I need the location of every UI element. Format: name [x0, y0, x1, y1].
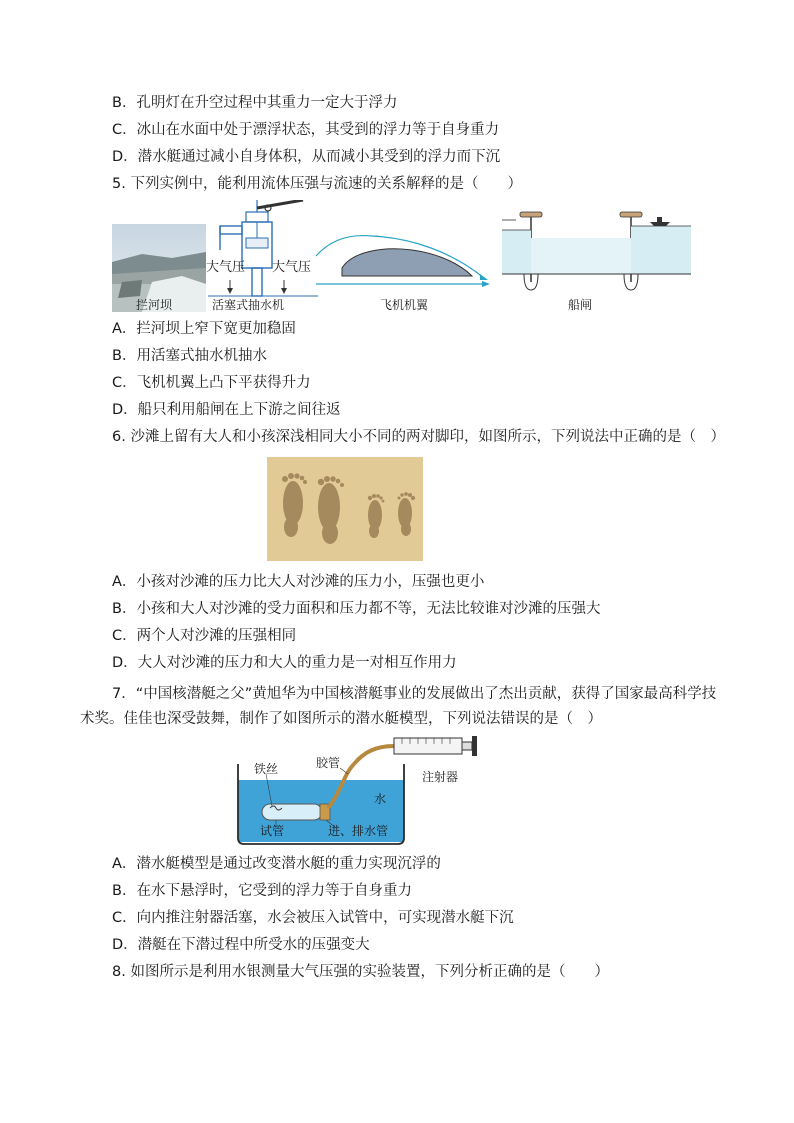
pipe-label: 进、排水管 [328, 824, 389, 838]
q7-option-b: B．在水下悬浮时，它受到的浮力等于自身重力 [112, 883, 412, 899]
q6-stem: 6. 沙滩上留有大人和小孩深浅相同大小不同的两对脚印，如图所示，下列说法中正确的是（ ） [112, 429, 725, 445]
pump-left-label: 大气压 [206, 260, 246, 275]
dam-label: 拦河坝 [136, 298, 173, 312]
submarine-model-figure [236, 734, 482, 846]
q5-option-a: A．拦河坝上窄下宽更加稳固 [112, 321, 296, 337]
q7-option-c: C．向内推注射器活塞，水会被压入试管中，可实现潜水艇下沉 [112, 910, 514, 926]
q7-stem-line2: 术奖。佳佳也深受鼓舞，制作了如图所示的潜水艇模型，下列说法错误的是（ ） [80, 711, 602, 727]
q4-option-c: C．冰山在水面中处于漂浮状态，其受到的浮力等于自身重力 [112, 122, 500, 138]
tube-label: 试管 [260, 824, 285, 838]
syringe-label: 注射器 [422, 770, 459, 784]
wire-label: 铁丝 [254, 762, 279, 776]
q6-option-d: D．大人对沙滩的压力和大人的重力是一对相互作用力 [112, 655, 457, 671]
wing-label: 飞机机翼 [380, 298, 429, 312]
q7-option-d: D．潜艇在下潜过程中所受水的压强变大 [112, 937, 370, 953]
q7-option-a: A．潜水艇模型是通过改变潜水艇的重力实现沉浮的 [112, 856, 441, 872]
q4-option-b: B．孔明灯在升空过程中其重力一定大于浮力 [112, 95, 398, 111]
footprints-photo [267, 457, 423, 561]
pump-right-label: 大气压 [272, 260, 312, 275]
pump-label: 活塞式抽水机 [212, 298, 285, 312]
q5-option-b: B．用活塞式抽水机抽水 [112, 348, 267, 364]
q6-option-a: A．小孩对沙滩的压力比大人对沙滩的压力小，压强也更小 [112, 574, 485, 590]
q5-option-d: D．船只利用船闸在上下游之间往返 [112, 402, 341, 418]
q6-option-b: B．小孩和大人对沙滩的受力面积和压力都不等，无法比较谁对沙滩的压强大 [112, 601, 601, 617]
lock-label: 船闸 [568, 298, 593, 312]
q5-option-c: C．飞机机翼上凸下平获得升力 [112, 375, 311, 391]
wing-diagram [312, 234, 492, 294]
hose-label: 胶管 [316, 756, 341, 770]
ship-lock-diagram [502, 198, 692, 298]
water-label: 水 [374, 792, 387, 806]
q5-stem: 5. 下列实例中，能利用流体压强与流速的关系解释的是（ ） [112, 176, 522, 192]
q7-stem-line1: 7．“中国核潜艇之父”黄旭华为中国核潜艇事业的发展做出了杰出贡献，获得了国家最高科学技 [112, 686, 717, 702]
q8-stem: 8. 如图所示是利用水银测量大气压强的实验装置，下列分析正确的是（ ） [112, 964, 609, 980]
q6-option-c: C．两个人对沙滩的压强相同 [112, 628, 297, 644]
q5-figure [112, 198, 712, 313]
piston-pump-diagram [208, 200, 318, 300]
q4-option-d: D．潜水艇通过减小自身体积，从而减小其受到的浮力而下沉 [112, 149, 501, 165]
